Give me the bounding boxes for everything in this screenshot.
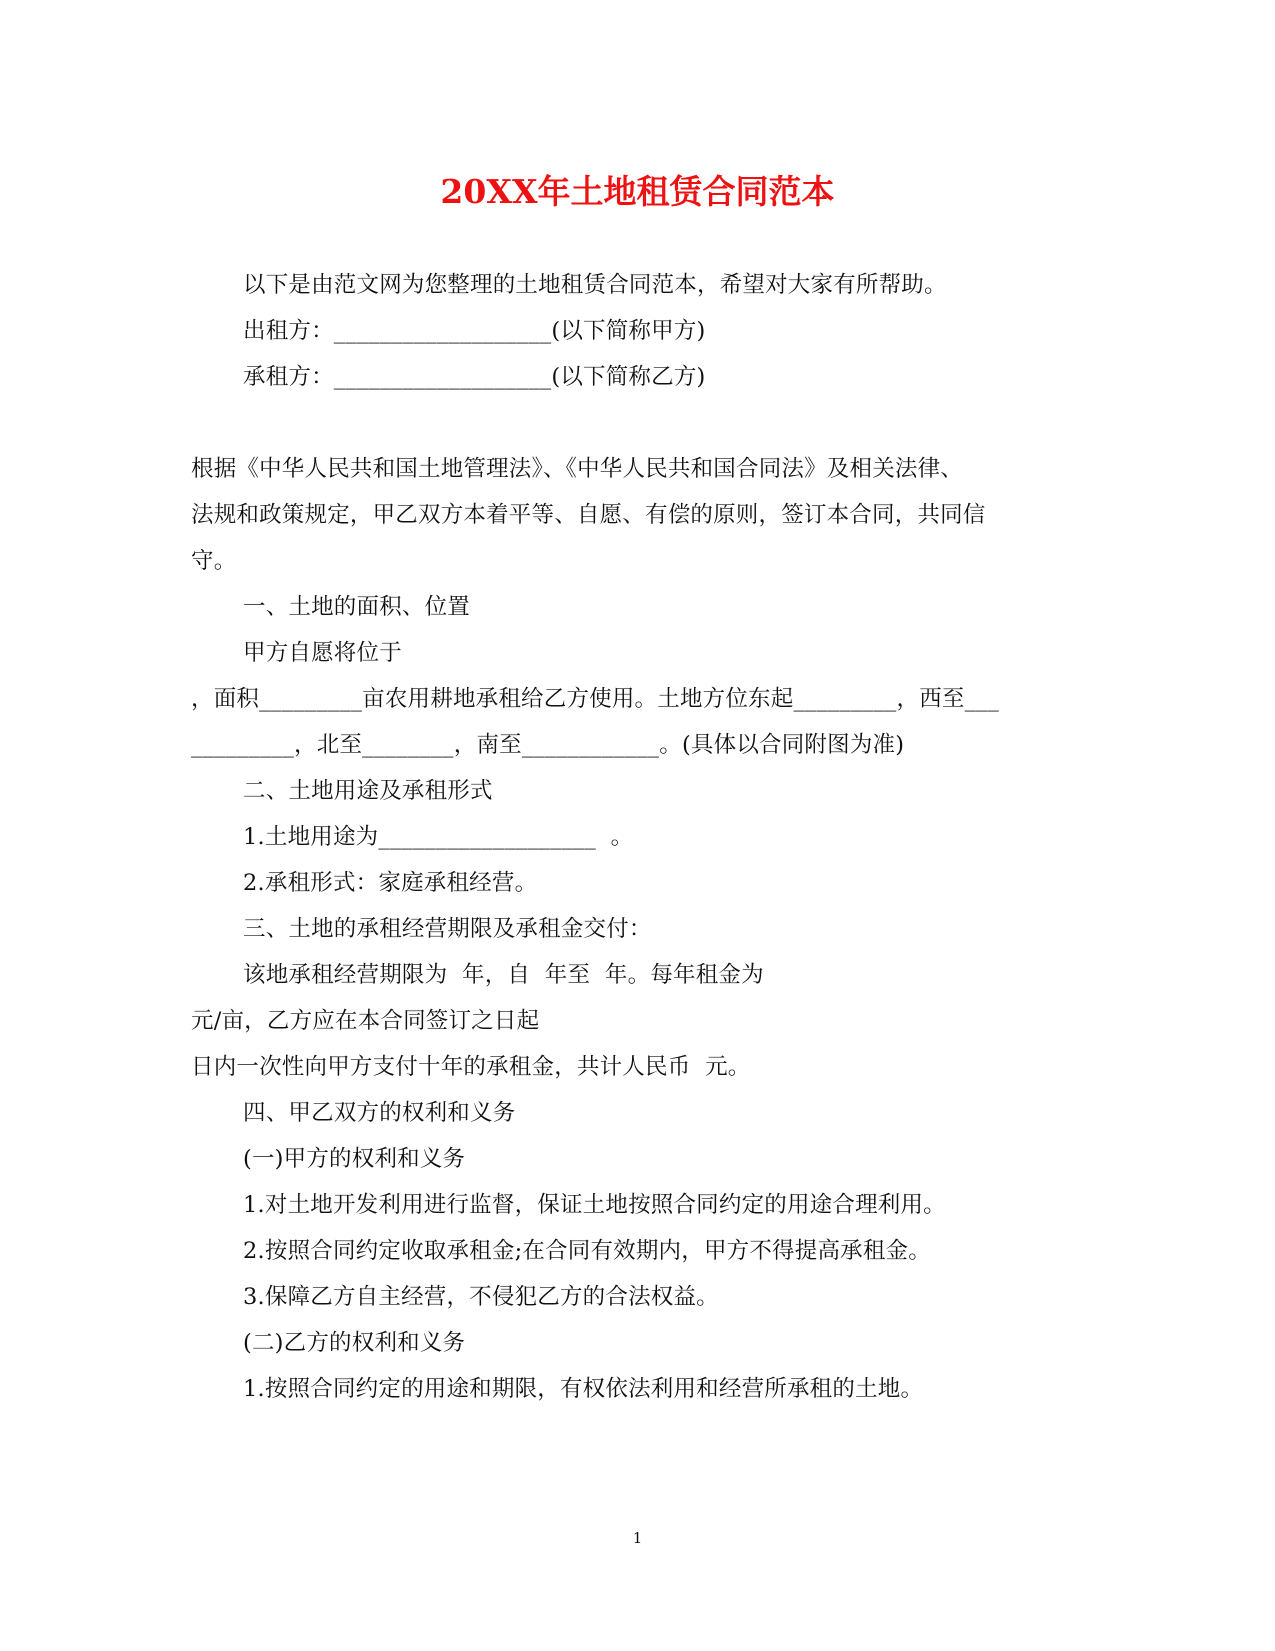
intro-line: 以下是由范文网为您整理的土地租赁合同范本，希望对大家有所帮助。 xyxy=(243,272,947,298)
section-heading: 二、土地用途及承租形式 xyxy=(243,778,493,804)
section-heading: 一、土地的面积、位置 xyxy=(243,594,471,620)
body-line: 元/亩，乙方应在本合同签订之日起 xyxy=(191,1008,540,1034)
body-line: 根据《中华人民共和国土地管理法》、《中华人民共和国合同法》及相关法律、 xyxy=(191,456,964,482)
body-line: 日内一次性向甲方支付十年的承租金，共计人民币 元。 xyxy=(191,1054,751,1080)
section-heading: 三、土地的承租经营期限及承租金交付： xyxy=(243,916,652,942)
section-heading: 四、甲乙双方的权利和义务 xyxy=(243,1100,516,1126)
body-line: _________，北至________，南至____________。(具体以合同附图为准) xyxy=(191,732,905,758)
body-line: 2.按照合同约定收取承租金;在合同有效期内，甲方不得提高承租金。 xyxy=(243,1238,931,1264)
body-line: 1.按照合同约定的用途和期限，有权依法利用和经营所承租的土地。 xyxy=(243,1376,924,1402)
body-line: ，面积_________亩农用耕地承租给乙方使用。土地方位东起_________，西至___ xyxy=(191,686,999,712)
lessor-line: 出租方：___________________(以下简称甲方) xyxy=(243,318,706,344)
body-line: 守。 xyxy=(191,548,237,574)
body-line: 法规和政策规定，甲乙双方本着平等、自愿、有偿的原则，签订本合同，共同信 xyxy=(191,502,986,528)
body-line: 甲方自愿将位于 xyxy=(243,640,402,666)
body-line: 1.土地用途为___________________ 。 xyxy=(243,824,634,850)
body-line: 3.保障乙方自主经营，不侵犯乙方的合法权益。 xyxy=(243,1284,719,1310)
body-line: 2.承租形式：家庭承租经营。 xyxy=(243,870,538,896)
body-line: 该地承租经营期限为 年，自 年至 年。每年租金为 xyxy=(243,962,764,988)
lessee-line: 承租方：___________________(以下简称乙方) xyxy=(243,364,706,390)
subsection-heading: (二)乙方的权利和义务 xyxy=(243,1330,466,1356)
page-number: 1 xyxy=(632,1529,643,1547)
document-title: 20XX年土地租赁合同范本 xyxy=(440,172,835,211)
body-line: 1.对土地开发利用进行监督，保证土地按照合同约定的用途合理利用。 xyxy=(243,1192,946,1218)
subsection-heading: (一)甲方的权利和义务 xyxy=(243,1146,466,1172)
